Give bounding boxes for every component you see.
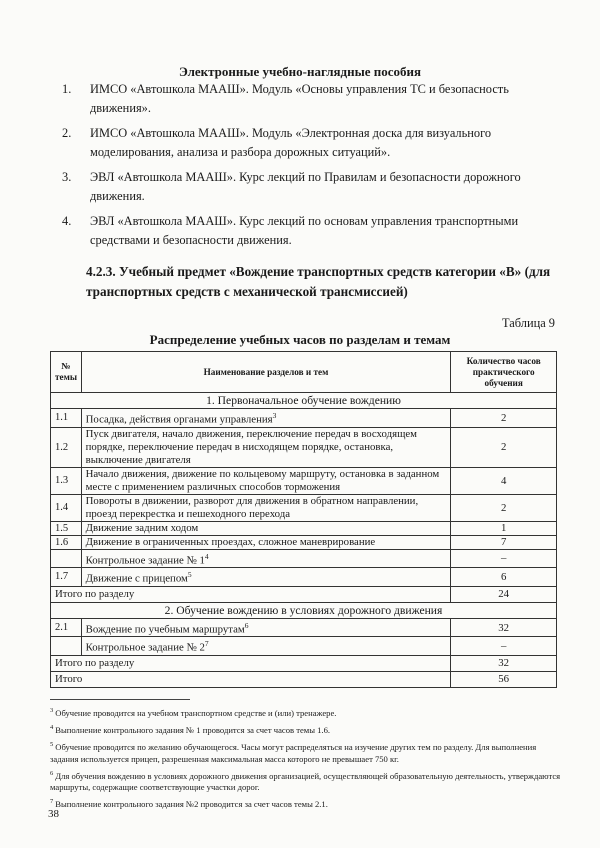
total-value: 32 (451, 655, 557, 671)
topic-name-text: Движение в ограниченных проездах, сложное маневрирование (85, 535, 376, 548)
table-row (51, 637, 557, 656)
topic-name (81, 494, 451, 521)
list-item (62, 168, 562, 205)
footnote-number: 7 (50, 798, 54, 806)
footnote-text: Выполнение контрольного задания № 1 проводится за счет часов темы 1.6. (55, 724, 331, 735)
grand-total-row (51, 671, 557, 687)
page-number: 38 (48, 808, 59, 820)
header-topic-name: Наименование разделов и тем (81, 352, 451, 393)
section-title-2: 2. Обучение вождению в условиях дорожного движения (51, 602, 557, 618)
table-row (51, 467, 557, 494)
list-item-text: ИМСО «Автошкола МААШ». Модуль «Основы управления ТС и безопасность движения». (90, 82, 509, 115)
footnote-divider (50, 699, 190, 700)
topic-hours: – (451, 549, 557, 568)
topic-name-text: Движение задним ходом (85, 521, 199, 534)
section-row (51, 602, 557, 618)
footnote-ref: 6 (244, 620, 249, 630)
topic-hours: 2 (451, 427, 557, 467)
footnote-number: 4 (50, 723, 54, 731)
list-item (62, 80, 562, 117)
topic-number: 1.3 (51, 467, 82, 494)
topic-number: 1.5 (51, 521, 82, 535)
topic-name (81, 467, 451, 494)
topic-number: 1.2 (51, 427, 82, 467)
topic-name (81, 427, 451, 467)
topic-number: 2.1 (51, 618, 82, 637)
table-caption: Распределение учебных часов по разделам и темам (149, 332, 451, 347)
total-value: 24 (451, 586, 557, 602)
list-item-text: ЭВЛ «Автошкола МААШ». Курс лекций по основам управления транспортными средствами и безопасности движения. (90, 214, 519, 247)
topic-number (51, 549, 82, 568)
footnote-text: Обучение проводится на учебном транспортном средстве и (или) тренажере. (55, 707, 337, 718)
topic-name (81, 618, 451, 637)
table-row (51, 409, 557, 428)
topic-number: 1.4 (51, 494, 82, 521)
topic-name-text: Контрольное задание № 1 (85, 554, 205, 567)
section-total-row (51, 586, 557, 602)
list-item-number: 4. (62, 214, 72, 228)
footnote (50, 768, 562, 794)
topic-hours: 6 (451, 568, 557, 587)
topic-hours: 2 (451, 409, 557, 428)
footnote-ref: 7 (204, 639, 209, 649)
table-row (51, 494, 557, 521)
table-row (51, 568, 557, 587)
hours-table (50, 351, 557, 688)
table-row (51, 535, 557, 549)
footnote (50, 739, 562, 765)
topic-number (51, 637, 82, 656)
footnote-ref: 5 (187, 570, 192, 580)
section-title: Электронные учебно-наглядные пособия (178, 64, 422, 79)
manuals-list (62, 80, 562, 256)
list-item (62, 212, 562, 249)
topic-name (81, 521, 451, 535)
section-title-1: 1. Первоначальное обучение вождению (51, 393, 557, 409)
topic-name-text: Повороты в движении, разворот для движения в обратном направлении, проезд перекрестка и пешеходного перехода (85, 494, 419, 520)
grand-total-label: Итого (51, 671, 451, 687)
footnote-text: Обучение проводится по желанию обучающегося. Часы могут распределяться на изучение других тем по разделу. Для выполнения задания используется прицеп, разрешенная максимальная масса которого не превышает 750 кг. (50, 741, 537, 764)
footnote-number: 6 (50, 769, 54, 777)
table-row (51, 549, 557, 568)
list-item (62, 124, 562, 161)
footnote-number: 3 (50, 707, 54, 714)
topic-number: 1.7 (51, 568, 82, 587)
topic-hours: 1 (451, 521, 557, 535)
topic-hours: 32 (451, 618, 557, 637)
footnote-ref: 3 (272, 411, 277, 420)
list-item-text: ИМСО «Автошкола МААШ». Модуль «Электронная доска для визуального моделирования, анализа и разбора дорожных ситуаций». (90, 126, 492, 159)
footnote-text: Выполнение контрольного задания №2 проводится за счет часов темы 2.1. (55, 799, 328, 810)
topic-name-text: Посадка, действия органами управления (85, 413, 273, 426)
list-item-number: 3. (62, 170, 72, 184)
footnote (50, 796, 562, 810)
header-hours: Количество часов практического обучения (451, 352, 557, 393)
list-item-number: 2. (62, 126, 72, 140)
topic-hours: 4 (451, 467, 557, 494)
table-header-row (51, 352, 557, 393)
topic-name (81, 535, 451, 549)
footnote (50, 705, 562, 719)
topic-hours: – (451, 637, 557, 656)
footnote (50, 722, 562, 736)
header-topic-number: № темы (51, 352, 82, 393)
footnote-text: Для обучения вождению в условиях дорожного движения организацией, осуществляющей образовательную деятельность, утверждаются маршруты, содержащие соответствующие участки дорог. (50, 770, 561, 793)
list-item-number: 1. (62, 82, 72, 96)
topic-name-text: Контрольное задание № 2 (85, 641, 205, 654)
topic-name (81, 568, 451, 587)
topic-name (81, 409, 451, 428)
total-label: Итого по разделу (51, 586, 451, 602)
table-row (51, 521, 557, 535)
subject-heading: 4.2.3. Учебный предмет «Вождение транспортных средств категории «В» (для транспортных средств с механической трансмиссией) (86, 264, 551, 299)
footnote-number: 5 (50, 740, 54, 748)
topic-name-text: Начало движения, движение по кольцевому маршруту, остановка в заданном месте с применением различных способов торможения (85, 467, 440, 493)
topic-name (81, 637, 451, 656)
table-label: Таблица 9 (502, 316, 555, 330)
topic-name (81, 549, 451, 568)
section-row (51, 393, 557, 409)
footnotes (50, 705, 562, 813)
list-item-text: ЭВЛ «Автошкола МААШ». Курс лекций по Правилам и безопасности дорожного движения. (90, 170, 521, 203)
topic-name-text: Движение с прицепом (85, 572, 188, 585)
footnote-ref: 4 (204, 551, 209, 561)
topic-number: 1.1 (51, 409, 82, 428)
topic-name-text: Пуск двигателя, начало движения, переключение передач в восходящем порядке, переключение передач в нисходящем порядке, остановка, выключение двигателя (85, 427, 418, 466)
topic-hours: 2 (451, 494, 557, 521)
section-total-row (51, 655, 557, 671)
table-row (51, 618, 557, 637)
topic-number: 1.6 (51, 535, 82, 549)
topic-name-text: Вождение по учебным маршрутам (85, 623, 245, 636)
grand-total-value: 56 (451, 671, 557, 687)
table-row (51, 427, 557, 467)
total-label: Итого по разделу (51, 655, 451, 671)
topic-hours: 7 (451, 535, 557, 549)
